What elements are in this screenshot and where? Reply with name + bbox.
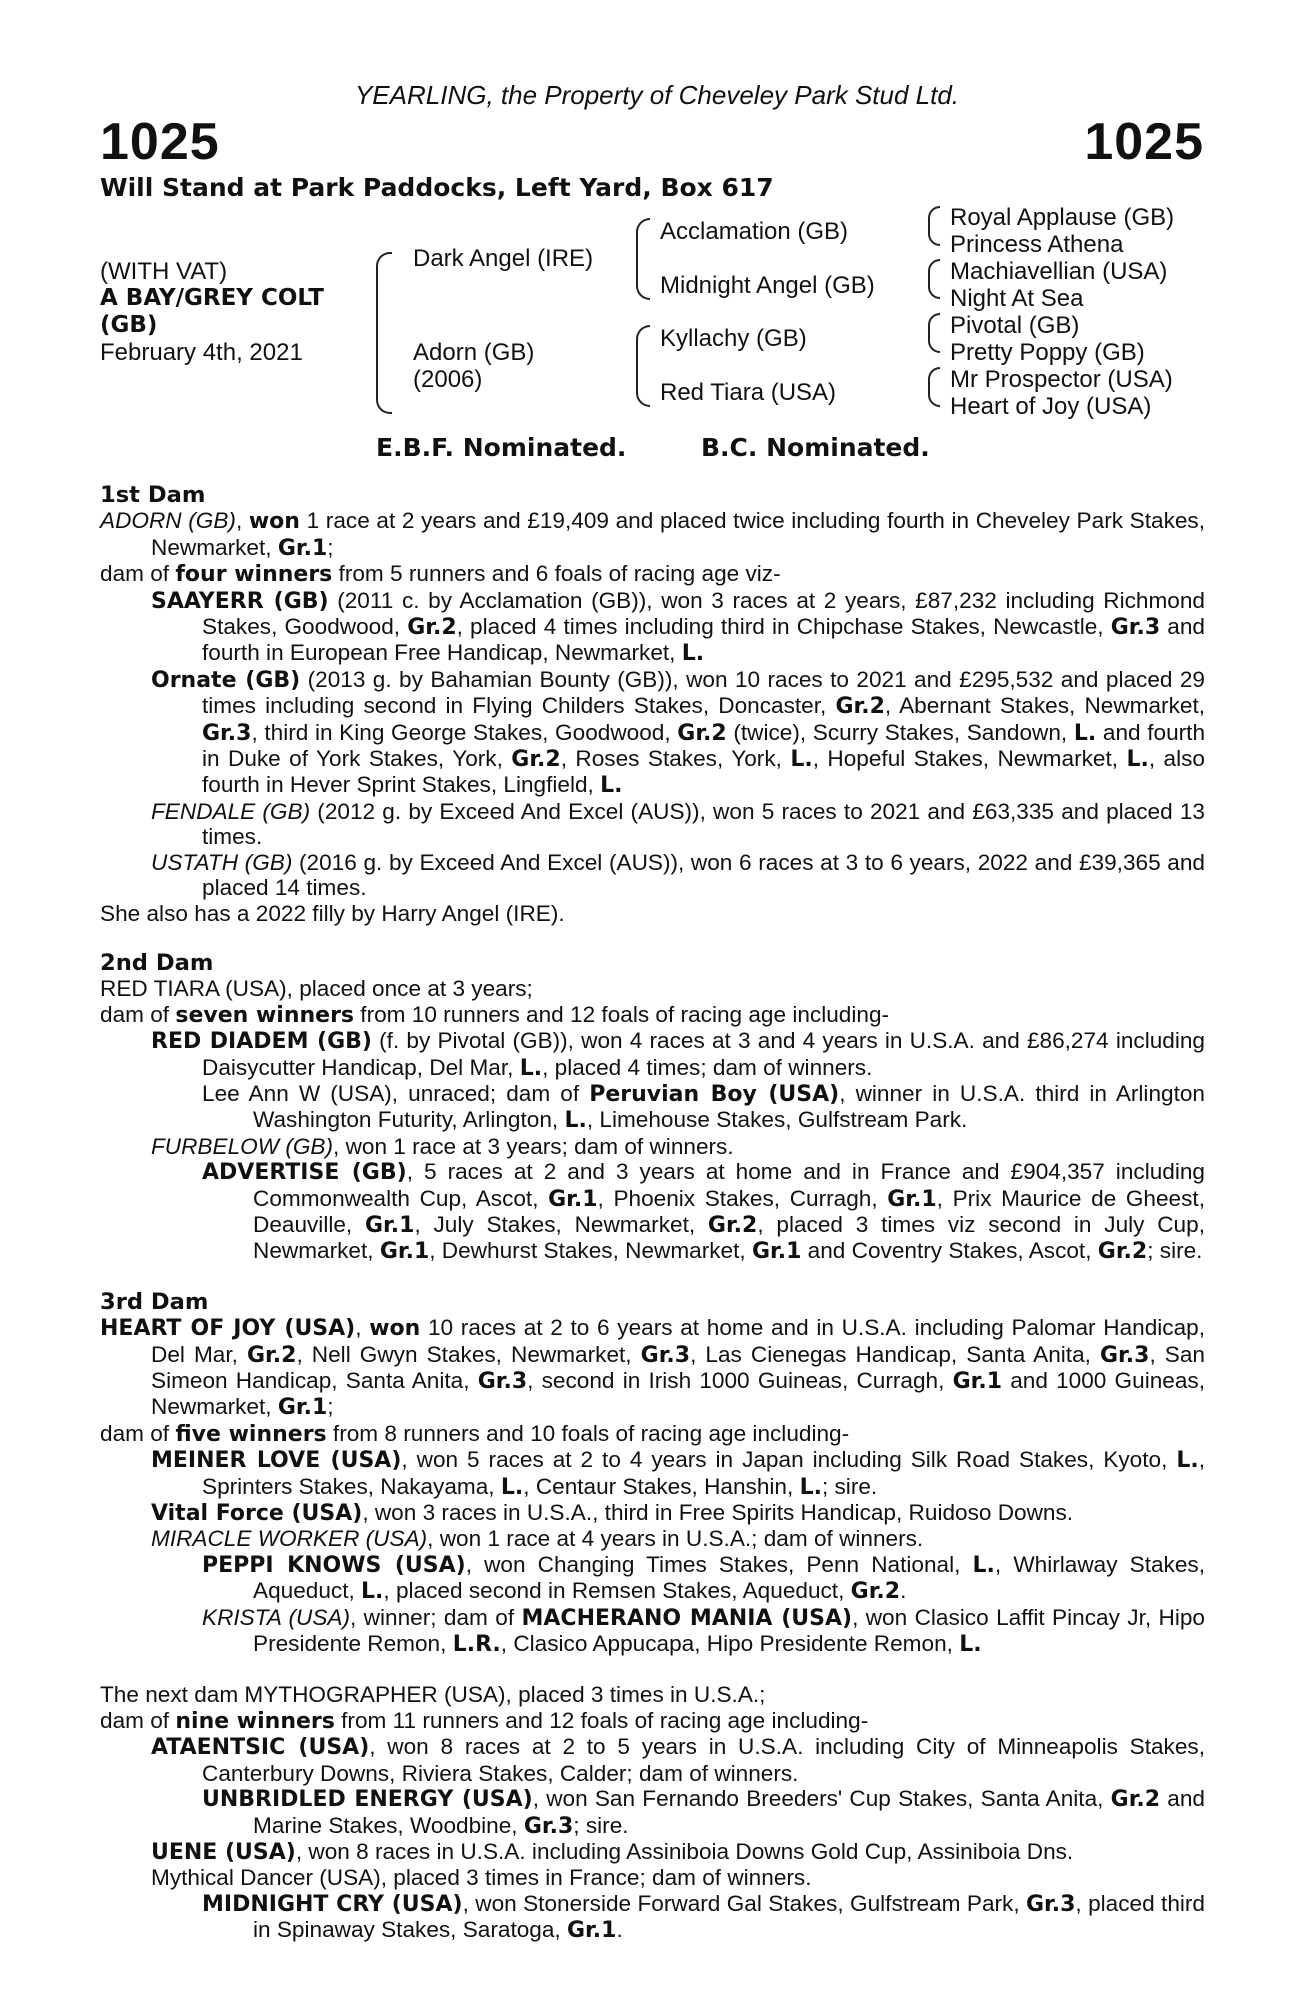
list-item: PEPPI KNOWS (USA), won Changing Times Stakes, Penn National, L., Whirlaway Stakes, Aqueduct, L., placed second in Remsen Stakes, Aqueduct, Gr.2.	[202, 1551, 1205, 1605]
ggp-1: Royal Applause (GB)	[950, 204, 1175, 231]
list-item: UENE (USA), won 8 races in U.S.A. including Assiniboia Downs Gold Cup, Assiniboia Dns.	[151, 1838, 1074, 1865]
first-dam-entry: ADORN (GB), won 1 race at 2 years and £19,409 and placed twice including fourth in Cheveley Park Stakes, Newmarket, Gr.1;	[100, 508, 1206, 561]
horse-origin: (GB)	[100, 312, 158, 338]
brace-3	[928, 313, 940, 353]
third-dam-produce: dam of five winners from 8 runners and 10 foals of racing age including-	[100, 1420, 850, 1447]
third-dam-heading: 3rd Dam	[100, 1288, 209, 1315]
list-item: Ornate (GB) (2013 g. by Bahamian Bounty (GB)), won 10 races to 2021 and £295,532 and placed 29 times including second in Flying Childers Stakes, Doncaster, Gr.2, Abernant Stakes, Newmarket, Gr.3, third in King George Stakes, Goodwood, Gr.2 (twice), Scurry Stakes, Sandown, L. and fourth in Duke of York Stakes, York, Gr.2, Roses Stakes, York, L., Hopeful Stakes, Newmarket, L., also fourth in Hever Sprint Stakes, Lingfield, L.	[151, 666, 1206, 799]
second-dam-heading: 2nd Dam	[100, 949, 214, 976]
sire-dam: Midnight Angel (GB)	[660, 272, 875, 299]
list-item: KRISTA (USA), winner; dam of MACHERANO MANIA (USA), won Clasico Laffit Pincay Jr, Hipo Presidente Remon, L.R., Clasico Appucapa, Hipo Presidente Remon, L.	[202, 1604, 1205, 1658]
dam: Adorn (GB)	[413, 339, 535, 366]
horse-brace	[376, 252, 392, 414]
list-item: FENDALE (GB) (2012 g. by Exceed And Excel (AUS)), won 5 races to 2021 and £63,335 and placed 13 times.	[151, 798, 1205, 850]
dam-year: (2006)	[413, 366, 483, 393]
ggp-4: Night At Sea	[950, 285, 1084, 312]
ggp-8: Heart of Joy (USA)	[950, 393, 1152, 420]
catalogue-text	[100, 483, 1205, 1944]
ggp-7: Mr Prospector (USA)	[950, 366, 1173, 393]
ggp-2: Princess Athena	[950, 231, 1124, 258]
sire: Dark Angel (IRE)	[413, 245, 594, 272]
second-dam-entry: RED TIARA (USA), placed once at 3 years;	[100, 976, 533, 1002]
list-item: USTATH (GB) (2016 g. by Exceed And Excel (AUS)), won 6 races at 3 to 6 years, 2022 and £39,365 and placed 14 times.	[151, 849, 1205, 901]
next-dam-entry: The next dam MYTHOGRAPHER (USA), placed 3 times in U.S.A.;	[100, 1682, 766, 1708]
list-item: Lee Ann W (USA), unraced; dam of Peruvian Boy (USA), winner in U.S.A. third in Arlington Washington Futurity, Arlington, L., Limehouse Stakes, Gulfstream Park.	[202, 1080, 1205, 1134]
vat-label: (WITH VAT)	[100, 258, 228, 285]
ggp-5: Pivotal (GB)	[950, 312, 1080, 339]
next-dam-produce: dam of nine winners from 11 runners and 12 foals of racing age including-	[100, 1707, 869, 1734]
ebf-nominated: E.B.F. Nominated.	[376, 433, 627, 462]
dam-brace	[636, 325, 650, 407]
brace-2	[928, 259, 940, 299]
list-item: Vital Force (USA), won 3 races in U.S.A., third in Free Spirits Handicap, Ruidoso Downs.	[151, 1500, 1074, 1527]
list-item: FURBELOW (GB), won 1 race at 3 years; dam of winners.	[151, 1133, 734, 1159]
list-item: Mythical Dancer (USA), placed 3 times in France; dam of winners.	[151, 1865, 812, 1891]
lot-number-right: 1025	[1084, 113, 1204, 171]
sale-title: YEARLING, the Property of Cheveley Park Stud Ltd.	[354, 80, 960, 110]
lot-number-left: 1025	[100, 113, 220, 171]
horse-name: A BAY/GREY COLT	[100, 285, 324, 311]
dam-dam: Red Tiara (USA)	[660, 379, 837, 406]
list-item: SAAYERR (GB) (2011 c. by Acclamation (GB)), won 3 races at 2 years, £87,232 including Richmond Stakes, Goodwood, Gr.2, placed 4 times including third in Chipchase Stakes, Newcastle, Gr.3 and fourth in European Free Handicap, Newmarket, L.	[151, 587, 1205, 667]
third-dam-entry: HEART OF JOY (USA), won 10 races at 2 to 6 years at home and in U.S.A. including Palomar Handicap, Del Mar, Gr.2, Nell Gwyn Stakes, Newmarket, Gr.3, Las Cienegas Handicap, Santa Anita, Gr.3, San Simeon Handicap, Santa Anita, Gr.3, second in Irish 1000 Guineas, Curragh, Gr.1 and 1000 Guineas, Newmarket, Gr.1;	[100, 1315, 1205, 1421]
sire-sire: Acclamation (GB)	[660, 218, 849, 245]
bc-nominated: B.C. Nominated.	[701, 433, 930, 462]
first-dam-note: She also has a 2022 filly by Harry Angel (IRE).	[100, 900, 565, 926]
list-item: MIDNIGHT CRY (USA), won Stonerside Forward Gal Stakes, Gulfstream Park, Gr.3, placed third in Spinaway Stakes, Saratoga, Gr.1.	[202, 1890, 1205, 1944]
list-item: MIRACLE WORKER (USA), won 1 race at 4 years in U.S.A.; dam of winners.	[151, 1526, 924, 1552]
list-item: ADVERTISE (GB), 5 races at 2 and 3 years at home and in France and £904,357 including Commonwealth Cup, Ascot, Gr.1, Phoenix Stakes, Curragh, Gr.1, Prix Maurice de Gheest, Deauville, Gr.1, July Stakes, Newmarket, Gr.2, placed 3 times viz second in July Cup, Newmarket, Gr.1, Dewhurst Stakes, Newmarket, Gr.1 and Coventry Stakes, Ascot, Gr.2; sire.	[202, 1159, 1205, 1265]
brace-4	[928, 367, 940, 407]
dam-sire: Kyllachy (GB)	[660, 325, 807, 352]
sire-brace	[636, 218, 650, 300]
list-item: RED DIADEM (GB) (f. by Pivotal (GB)), won 4 races at 3 and 4 years in U.S.A. and £86,274 including Daisycutter Handicap, Del Mar, L., placed 4 times; dam of winners.	[151, 1028, 1205, 1081]
foaling-date: February 4th, 2021	[100, 339, 303, 366]
first-dam-produce: dam of four winners from 5 runners and 6 foals of racing age viz-	[100, 561, 781, 588]
second-dam-produce: dam of seven winners from 10 runners and 12 foals of racing age including-	[100, 1001, 890, 1028]
stand-location: Will Stand at Park Paddocks, Left Yard, Box 617	[100, 173, 774, 202]
list-item: UNBRIDLED ENERGY (USA), won San Fernando Breeders' Cup Stakes, Santa Anita, Gr.2 and Marine Stakes, Woodbine, Gr.3; sire.	[202, 1786, 1205, 1839]
list-item: MEINER LOVE (USA), won 5 races at 2 to 4 years in Japan including Silk Road Stakes, Kyoto, L., Sprinters Stakes, Nakayama, L., Centaur Stakes, Hanshin, L.; sire.	[151, 1447, 1205, 1500]
list-item: ATAENTSIC (USA), won 8 races at 2 to 5 years in U.S.A. including City of Minneapolis Stakes, Canterbury Downs, Riviera Stakes, Calder; dam of winners.	[151, 1734, 1205, 1786]
ggp-3: Machiavellian (USA)	[950, 258, 1168, 285]
first-dam-heading: 1st Dam	[100, 482, 206, 508]
ggp-6: Pretty Poppy (GB)	[950, 339, 1145, 366]
brace-1	[928, 206, 940, 246]
